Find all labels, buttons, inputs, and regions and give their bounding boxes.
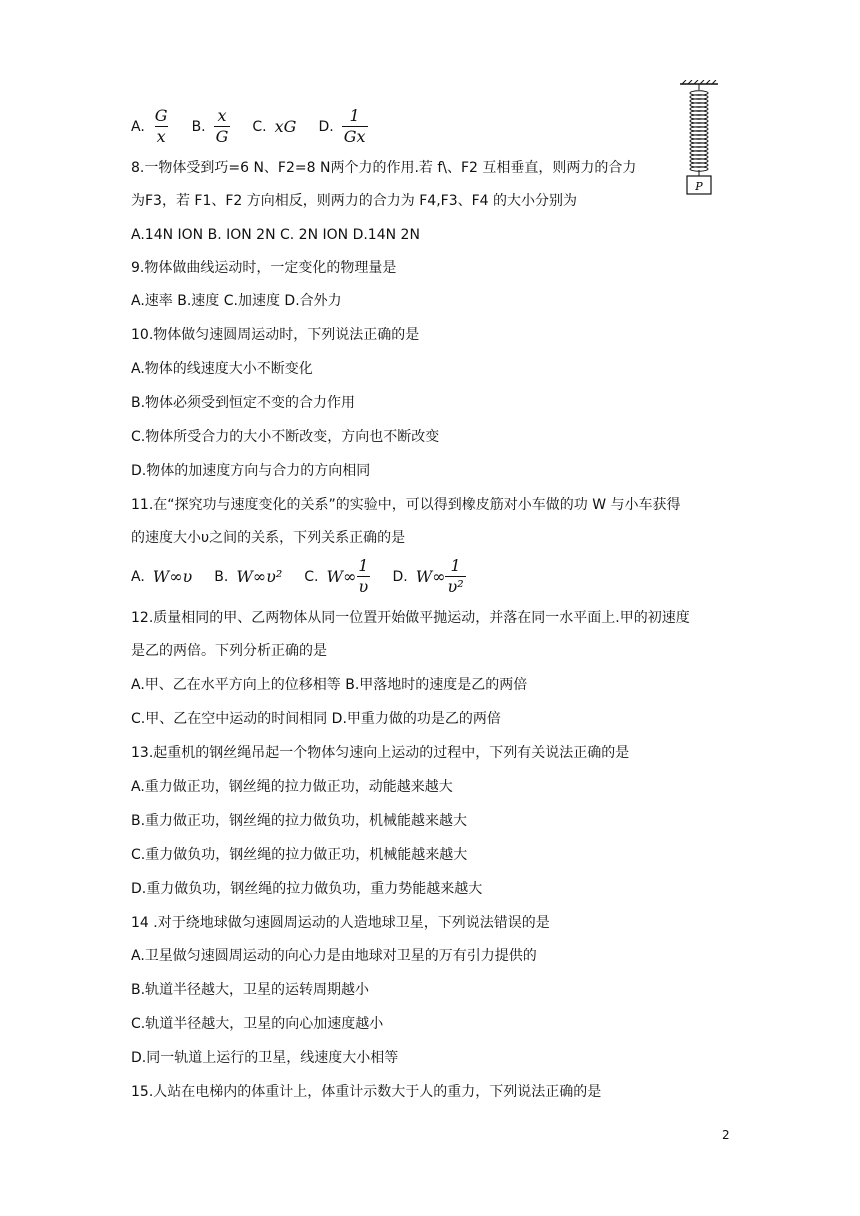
q12-line-1: 12.质量相同的甲、乙两物体从同一位置开始做平抛运动，并落在同一水平面上.甲的初速度 bbox=[131, 610, 690, 626]
q7-option-b: B. $\frac{x}{G}$ bbox=[191, 106, 229, 146]
fraction: $\frac{x}{G}$ bbox=[215, 106, 229, 146]
q7-options bbox=[131, 106, 390, 147]
q13-option-a: A.重力做正功，钢丝绳的拉力做正功，动能越来越大 bbox=[131, 779, 453, 795]
q10-option-d: D.物体的加速度方向与合力的方向相同 bbox=[131, 463, 371, 479]
q8-line-1: 8.一物体受到巧=6 N、F2=8 N两个力的作用.若 f\、F2 互相垂直，则两力的合力 bbox=[131, 160, 637, 176]
q7-option-c: C. xG bbox=[252, 117, 297, 136]
q9-stem: 9.物体做曲线运动时，一定变化的物理量是 bbox=[131, 260, 397, 276]
q11-line-2: 的速度大小υ之间的关系，下列关系正确的是 bbox=[131, 530, 406, 546]
q8-line-2: 为F3，若 F1、F2 方向相反，则两力的合力为 F4,F3、F4 的大小分别为 bbox=[131, 193, 578, 209]
q13-stem: 13.起重机的钢丝绳吊起一个物体匀速向上运动的过程中，下列有关说法正确的是 bbox=[131, 745, 630, 761]
fraction: $\frac{1}{\text{υ²}}$ bbox=[447, 556, 464, 596]
block-label: P bbox=[695, 180, 703, 193]
q12-line-2: 是乙的两倍。下列分析正确的是 bbox=[131, 643, 327, 659]
fraction: $\frac{1}{\upsilon}$ bbox=[358, 556, 369, 596]
q14-option-c: C.轨道半径越大，卫星的向心加速度越小 bbox=[131, 1016, 384, 1032]
fraction: $\frac{G}{x}$ bbox=[154, 106, 168, 146]
q11-option-a: A. W∞υ bbox=[131, 567, 193, 586]
q11-option-c: C. W∞ $\frac{1}{\upsilon}$ bbox=[304, 556, 369, 596]
fraction: $\frac{1}{Gx}$ bbox=[343, 106, 366, 146]
q14-stem: 14 .对于绕地球做匀速圆周运动的人造地球卫星，下列说法错误的是 bbox=[131, 915, 550, 931]
spring-coil bbox=[690, 91, 708, 171]
q13-option-b: B.重力做正功，钢丝绳的拉力做负功，机械能越来越大 bbox=[131, 813, 468, 829]
q14-option-d: D.同一轨道上运行的卫星，线速度大小相等 bbox=[131, 1050, 399, 1066]
q11-options bbox=[131, 556, 488, 597]
page-number: 2 bbox=[722, 1128, 730, 1142]
q15-stem: 15.人站在电梯内的体重计上，体重计示数大于人的重力，下列说法正确的是 bbox=[131, 1084, 602, 1100]
q10-stem: 10.物体做匀速圆周运动时，下列说法正确的是 bbox=[131, 327, 420, 343]
q14-option-b: B.轨道半径越大，卫星的运转周期越小 bbox=[131, 982, 370, 998]
q14-option-a: A.卫星做匀速圆周运动的向心力是由地球对卫星的万有引力提供的 bbox=[131, 948, 537, 964]
q10-option-b: B.物体必须受到恒定不变的合力作用 bbox=[131, 395, 356, 411]
q11-option-d: D. W∞ $\frac{1}{\text{υ²}}$ bbox=[392, 556, 464, 596]
q12-options-cd: C.甲、乙在空中运动的时间相同 D.甲重力做的功是乙的两倍 bbox=[131, 711, 501, 727]
q7-option-a: A. $\frac{G}{x}$ bbox=[131, 106, 168, 146]
q8-options: A.14N ION B. ION 2N C. 2N ION D.14N 2N bbox=[131, 227, 420, 243]
q12-options-ab: A.甲、乙在水平方向上的位移相等 B.甲落地时的速度是乙的两倍 bbox=[131, 677, 528, 693]
q10-option-a: A.物体的线速度大小不断变化 bbox=[131, 361, 313, 377]
q13-option-c: C.重力做负功，钢丝绳的拉力做正功，机械能越来越大 bbox=[131, 847, 468, 863]
q11-option-b: B. W∞υ² bbox=[214, 567, 283, 586]
q10-option-c: C.物体所受合力的大小不断改变，方向也不断改变 bbox=[131, 429, 440, 445]
spring-block-figure bbox=[674, 80, 724, 202]
q9-options: A.速率 B.速度 C.加速度 D.合外力 bbox=[131, 293, 342, 309]
q7-option-d: D. $\frac{1}{Gx}$ bbox=[318, 106, 366, 146]
q13-option-d: D.重力做负功，钢丝绳的拉力做负功，重力势能越来越大 bbox=[131, 881, 483, 897]
q11-line-1: 11.在“探究功与速度变化的关系”的实验中，可以得到橡皮筋对小车做的功 W 与小车获得 bbox=[131, 497, 681, 513]
